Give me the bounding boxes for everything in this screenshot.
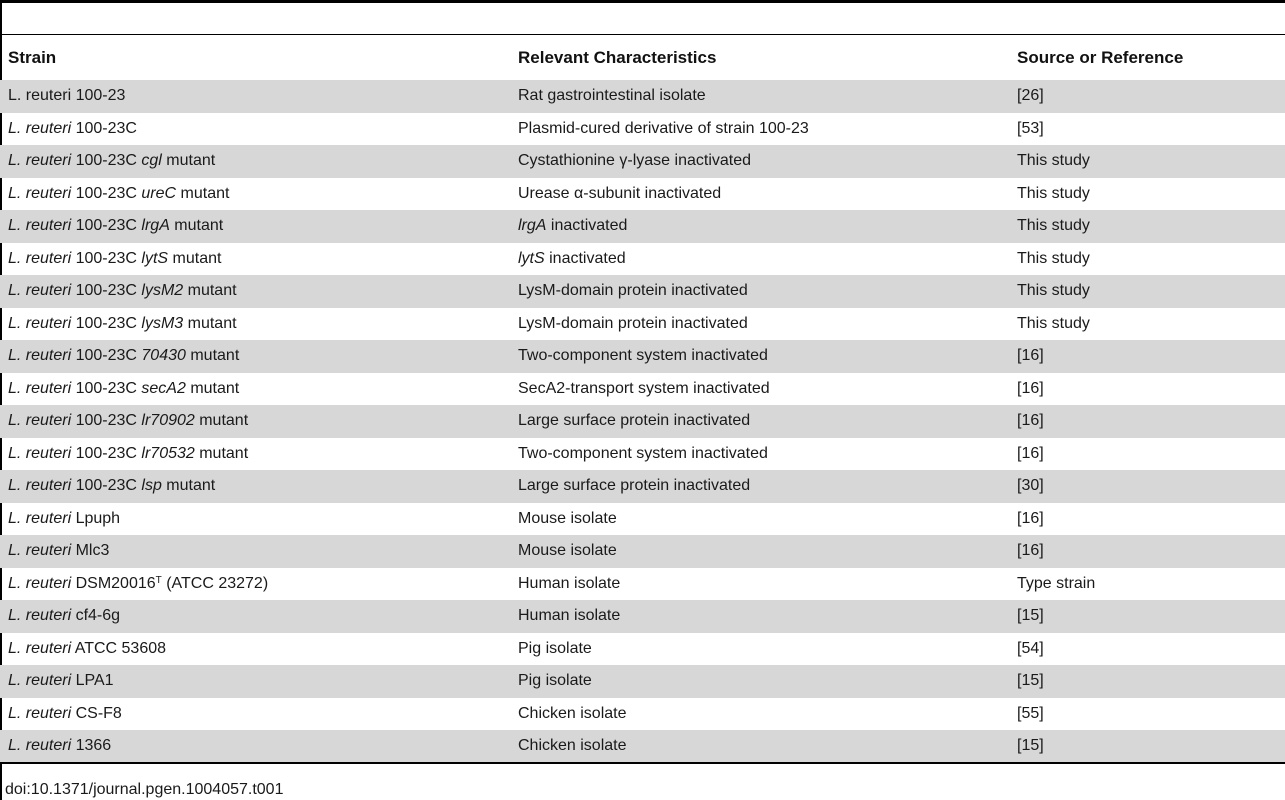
- cell-strain: L. reuteri 100-23C lytS mutant: [8, 249, 222, 267]
- table-row: [0, 373, 1285, 406]
- table-row: [0, 633, 1285, 666]
- cell-strain: L. reuteri ATCC 53608: [8, 639, 167, 657]
- cell-source: This study: [1017, 217, 1090, 234]
- cell-characteristics: Pig isolate: [518, 672, 592, 689]
- cell-characteristics: Plasmid-cured derivative of strain 100-23: [518, 119, 809, 137]
- cell-strain: L. reuteri 100-23C secA2 mutant: [8, 379, 240, 397]
- table-row: [0, 698, 1285, 731]
- cell-characteristics: Human isolate: [518, 607, 621, 624]
- cell-strain: L. reuteri $DSM20016^T$ (ATCC 23272): [8, 574, 269, 592]
- cell-source: [16]: [1017, 444, 1044, 462]
- cell-source: [55]: [1017, 704, 1044, 722]
- cell-strain: L. reuteri cf4-6g: [8, 607, 121, 624]
- table-row: [0, 568, 1285, 601]
- cell-source: [16]: [1017, 412, 1044, 429]
- cell-strain: L. reuteri 100-23C lr70902 mutant: [8, 412, 249, 429]
- cell-source: This study: [1017, 152, 1090, 169]
- cell-characteristics: LysM-domain protein inactivated: [518, 282, 748, 299]
- table-row: [0, 275, 1285, 308]
- cell-characteristics: Pig isolate: [518, 639, 592, 657]
- cell-source: [15]: [1017, 672, 1044, 689]
- table-row: [0, 600, 1285, 633]
- table-header: [0, 35, 1285, 80]
- cell-characteristics: Urease α-subunit inactivated: [518, 184, 722, 202]
- cell-source: [16]: [1017, 379, 1044, 397]
- cell-characteristics: Two-component system inactivated: [518, 347, 768, 364]
- cell-characteristics: Cystathionine γ-lyase inactivated: [518, 152, 752, 169]
- cell-strain: L. reuteri 1366: [8, 737, 112, 754]
- table-row: [0, 308, 1285, 341]
- cell-characteristics: Chicken isolate: [518, 704, 627, 722]
- cell-characteristics: SecA2-transport system inactivated: [518, 379, 770, 397]
- cell-source: [30]: [1017, 477, 1044, 494]
- cell-strain: L. reuteri 100-23C lysM3 mutant: [8, 314, 237, 332]
- table-row: [0, 535, 1285, 568]
- table-row: [0, 405, 1285, 438]
- cell-strain: L. reuteri 100-23C lrgA mutant: [8, 217, 224, 234]
- cell-strain: L. reuteri 100-23C lr70532 mutant: [8, 444, 249, 462]
- table-bottom-rule: [0, 762, 1285, 764]
- cell-characteristics: Rat gastrointestinal isolate: [518, 87, 706, 104]
- table-row: [0, 145, 1285, 178]
- cell-strain: L. reuteri CS-F8: [8, 704, 122, 722]
- table-row: [0, 80, 1285, 113]
- table-body: [0, 80, 1285, 763]
- cell-source: This study: [1017, 184, 1090, 202]
- table-row: [0, 340, 1285, 373]
- cell-source: Type strain: [1017, 574, 1096, 592]
- cell-source: This study: [1017, 249, 1090, 267]
- cell-strain: L. reuteri Mlc3: [8, 542, 110, 559]
- cell-strain: L. reuteri 100-23C cgl mutant: [8, 152, 216, 169]
- column-header-characteristics: Relevant Characteristics: [518, 48, 717, 67]
- cell-characteristics: lytS inactivated: [518, 249, 626, 267]
- cell-strain: L. reuteri 100-23: [8, 87, 126, 104]
- cell-source: [16]: [1017, 509, 1044, 527]
- table-row: [0, 210, 1285, 243]
- column-header-strain: Strain: [8, 48, 57, 67]
- table-row: [0, 730, 1285, 763]
- cell-strain: L. reuteri Lpuph: [8, 509, 121, 527]
- table-row: [0, 665, 1285, 698]
- cell-characteristics: Large surface protein inactivated: [518, 477, 751, 494]
- cell-characteristics: Human isolate: [518, 574, 621, 592]
- table-row: [0, 503, 1285, 536]
- table-row: [0, 470, 1285, 503]
- table-row: [0, 438, 1285, 471]
- cell-strain: L. reuteri 100-23C lysM2 mutant: [8, 282, 237, 299]
- cell-source: [15]: [1017, 737, 1044, 754]
- cell-strain: L. reuteri 100-23C: [8, 119, 137, 137]
- cell-characteristics: Two-component system inactivated: [518, 444, 768, 462]
- table-top-rule: [0, 0, 1285, 3]
- cell-strain: L. reuteri 100-23C ureC mutant: [8, 184, 230, 202]
- table-row: [0, 113, 1285, 146]
- cell-source: [26]: [1017, 87, 1044, 104]
- cell-strain: L. reuteri LPA1: [8, 672, 114, 689]
- cell-strain: L. reuteri 100-23C 70430 mutant: [8, 347, 240, 364]
- cell-source: [53]: [1017, 119, 1044, 137]
- cell-characteristics: Chicken isolate: [518, 737, 627, 754]
- cell-characteristics: Mouse isolate: [518, 542, 617, 559]
- cell-source: [54]: [1017, 639, 1044, 657]
- cell-source: This study: [1017, 314, 1090, 332]
- doi-caption: doi:10.1371/journal.pgen.1004057.t001: [5, 781, 284, 798]
- cell-source: [15]: [1017, 607, 1044, 624]
- cell-characteristics: LysM-domain protein inactivated: [518, 314, 748, 332]
- cell-characteristics: Mouse isolate: [518, 509, 617, 527]
- cell-characteristics: Large surface protein inactivated: [518, 412, 751, 429]
- column-header-source: Source or Reference: [1017, 48, 1184, 67]
- cell-strain: L. reuteri 100-23C lsp mutant: [8, 477, 216, 494]
- cell-source: This study: [1017, 282, 1090, 299]
- cell-source: [16]: [1017, 542, 1044, 559]
- cell-source: [16]: [1017, 347, 1044, 364]
- table-row: [0, 178, 1285, 211]
- table-row: [0, 243, 1285, 276]
- cell-characteristics: lrgA inactivated: [518, 217, 628, 234]
